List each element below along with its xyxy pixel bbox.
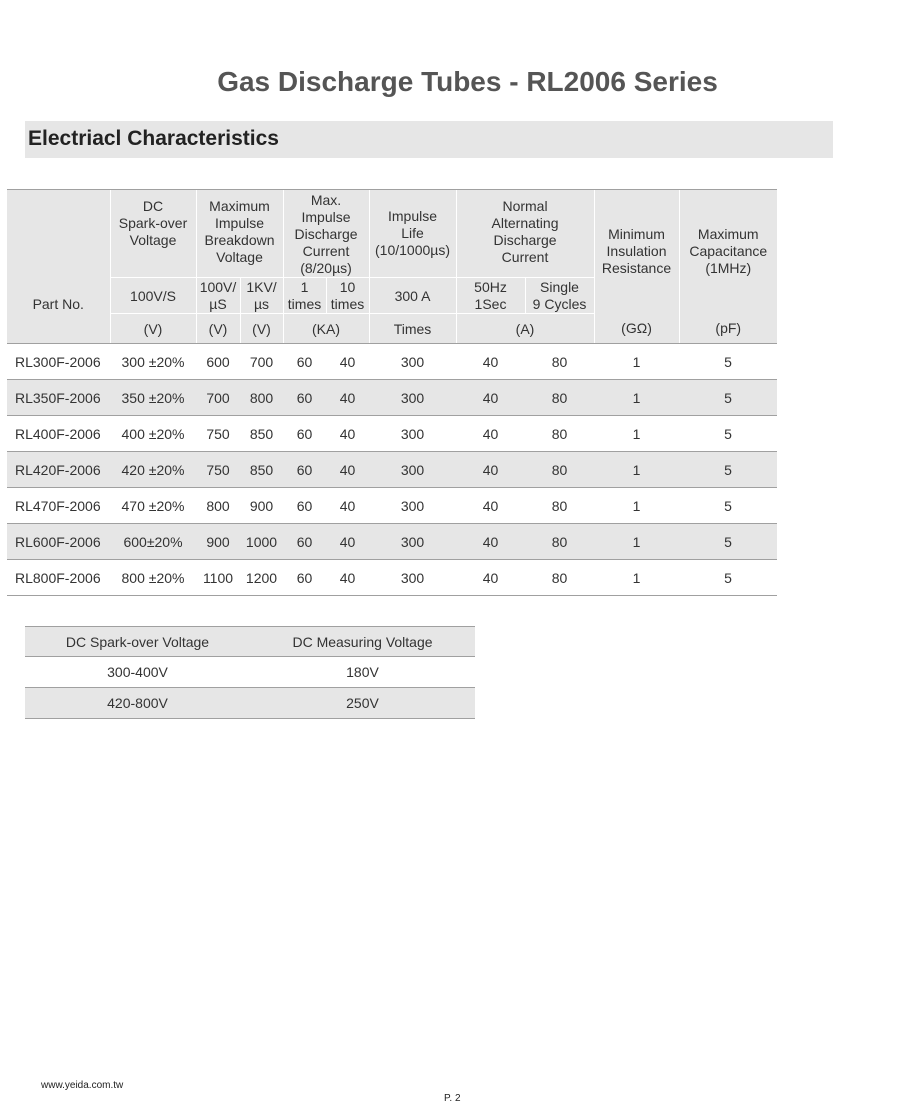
cell-ac-50hz: 40 <box>456 452 525 488</box>
characteristics-table <box>7 189 777 596</box>
cell-ac-single: 80 <box>525 560 594 596</box>
unit-ib-100v: (V) <box>196 314 240 344</box>
cell-spark-range: 300-400V <box>25 657 250 688</box>
cell-ib-100v: 900 <box>196 524 240 560</box>
cell-ac-single: 80 <box>525 488 594 524</box>
table-row <box>7 560 777 596</box>
cell-discharge-1: 60 <box>283 344 326 380</box>
subheader-50hz: 50Hz 1Sec <box>456 278 525 314</box>
header-impulse-breakdown: Maximum Impulse Breakdown Voltage <box>196 190 283 278</box>
cell-ib-1kv: 1000 <box>240 524 283 560</box>
cell-insulation: 1 <box>594 560 679 596</box>
cell-discharge-10: 40 <box>326 416 369 452</box>
cell-capacitance: 5 <box>679 524 777 560</box>
header-impulse-life: Impulse Life (10/1000µs) <box>369 190 456 278</box>
unit-part-blank <box>7 314 110 344</box>
cell-discharge-10: 40 <box>326 488 369 524</box>
cell-insulation: 1 <box>594 524 679 560</box>
cell-discharge-1: 60 <box>283 524 326 560</box>
cell-spark-range: 420-800V <box>25 688 250 719</box>
unit-ac: (A) <box>456 314 594 344</box>
cell-ac-50hz: 40 <box>456 524 525 560</box>
section-title: Electriacl Characteristics <box>28 127 279 150</box>
cell-life: 300 <box>369 560 456 596</box>
cell-dc: 400 ±20% <box>110 416 196 452</box>
header-dc-measuring-voltage: DC Measuring Voltage <box>250 627 475 657</box>
unit-capacitance: (pF) <box>679 314 777 344</box>
subheader-100v-us: 100V/ µS <box>196 278 240 314</box>
cell-insulation: 1 <box>594 416 679 452</box>
cell-discharge-10: 40 <box>326 380 369 416</box>
subheader-1kv-us: 1KV/ µs <box>240 278 283 314</box>
cell-discharge-1: 60 <box>283 488 326 524</box>
table-row <box>7 524 777 560</box>
table-row <box>7 452 777 488</box>
cell-discharge-10: 40 <box>326 524 369 560</box>
cell-ib-100v: 750 <box>196 416 240 452</box>
cell-measuring-voltage: 180V <box>250 657 475 688</box>
subheader-1-times: 1 times <box>283 278 326 314</box>
cell-ac-single: 80 <box>525 380 594 416</box>
cell-insulation: 1 <box>594 380 679 416</box>
header-alternating-current: Normal Alternating Discharge Current <box>456 190 594 278</box>
cell-dc: 420 ±20% <box>110 452 196 488</box>
cell-insulation: 1 <box>594 344 679 380</box>
cell-ib-1kv: 700 <box>240 344 283 380</box>
cell-capacitance: 5 <box>679 344 777 380</box>
cell-capacitance: 5 <box>679 560 777 596</box>
table-row <box>25 657 475 688</box>
table-row <box>7 416 777 452</box>
subheader-300a: 300 A <box>369 278 456 314</box>
header-insulation-resistance: Minimum Insulation Resistance <box>594 190 679 314</box>
page-title: Gas Discharge Tubes - RL2006 Series <box>217 66 718 97</box>
cell-life: 300 <box>369 524 456 560</box>
section-header <box>25 121 833 158</box>
header-part-no: Part No. <box>7 190 110 314</box>
cell-discharge-1: 60 <box>283 380 326 416</box>
cell-capacitance: 5 <box>679 488 777 524</box>
cell-discharge-10: 40 <box>326 452 369 488</box>
header-dc-spark-over-voltage: DC Spark-over Voltage <box>25 627 250 657</box>
table-row <box>7 344 777 380</box>
cell-ib-1kv: 800 <box>240 380 283 416</box>
cell-ac-50hz: 40 <box>456 488 525 524</box>
cell-ib-100v: 1100 <box>196 560 240 596</box>
header-discharge-current: Max. Impulse Discharge Current (8/20µs) <box>283 190 369 278</box>
cell-ac-50hz: 40 <box>456 560 525 596</box>
cell-dc: 300 ±20% <box>110 344 196 380</box>
cell-measuring-voltage: 250V <box>250 688 475 719</box>
subheader-dc-rate: 100V/S <box>110 278 196 314</box>
measuring-voltage-table <box>25 626 475 719</box>
table-row <box>25 688 475 719</box>
cell-part-no: RL400F-2006 <box>7 416 110 452</box>
footer-website-link[interactable]: www.yeida.com.tw <box>41 1080 124 1091</box>
table-row <box>7 488 777 524</box>
cell-dc: 350 ±20% <box>110 380 196 416</box>
cell-part-no: RL300F-2006 <box>7 344 110 380</box>
cell-part-no: RL420F-2006 <box>7 452 110 488</box>
cell-ib-1kv: 850 <box>240 416 283 452</box>
cell-part-no: RL470F-2006 <box>7 488 110 524</box>
cell-part-no: RL350F-2006 <box>7 380 110 416</box>
cell-dc: 800 ±20% <box>110 560 196 596</box>
unit-dc: (V) <box>110 314 196 344</box>
cell-discharge-10: 40 <box>326 560 369 596</box>
unit-life: Times <box>369 314 456 344</box>
cell-ac-50hz: 40 <box>456 380 525 416</box>
cell-life: 300 <box>369 452 456 488</box>
cell-ib-100v: 600 <box>196 344 240 380</box>
cell-ac-single: 80 <box>525 524 594 560</box>
cell-part-no: RL600F-2006 <box>7 524 110 560</box>
cell-dc: 470 ±20% <box>110 488 196 524</box>
cell-capacitance: 5 <box>679 452 777 488</box>
cell-ac-single: 80 <box>525 452 594 488</box>
subheader-single-cycles: Single 9 Cycles <box>525 278 594 314</box>
cell-discharge-1: 60 <box>283 452 326 488</box>
cell-insulation: 1 <box>594 488 679 524</box>
cell-life: 300 <box>369 380 456 416</box>
cell-ib-1kv: 850 <box>240 452 283 488</box>
cell-life: 300 <box>369 344 456 380</box>
cell-ib-100v: 750 <box>196 452 240 488</box>
unit-discharge: (KA) <box>283 314 369 344</box>
cell-capacitance: 5 <box>679 416 777 452</box>
cell-ac-50hz: 40 <box>456 344 525 380</box>
unit-ib-1kv: (V) <box>240 314 283 344</box>
table-row <box>7 380 777 416</box>
header-capacitance: Maximum Capacitance (1MHz) <box>679 190 777 314</box>
cell-dc: 600±20% <box>110 524 196 560</box>
cell-ib-1kv: 900 <box>240 488 283 524</box>
cell-ac-single: 80 <box>525 344 594 380</box>
cell-discharge-1: 60 <box>283 560 326 596</box>
cell-ac-single: 80 <box>525 416 594 452</box>
cell-part-no: RL800F-2006 <box>7 560 110 596</box>
cell-discharge-10: 40 <box>326 344 369 380</box>
cell-life: 300 <box>369 488 456 524</box>
header-dc-spark-over: DC Spark-over Voltage <box>110 190 196 278</box>
unit-insulation: (GΩ) <box>594 314 679 344</box>
cell-ib-100v: 700 <box>196 380 240 416</box>
cell-discharge-1: 60 <box>283 416 326 452</box>
page-number: P. 2 <box>444 1093 461 1104</box>
cell-ib-1kv: 1200 <box>240 560 283 596</box>
subheader-10-times: 10 times <box>326 278 369 314</box>
cell-insulation: 1 <box>594 452 679 488</box>
cell-ib-100v: 800 <box>196 488 240 524</box>
cell-life: 300 <box>369 416 456 452</box>
cell-ac-50hz: 40 <box>456 416 525 452</box>
cell-capacitance: 5 <box>679 380 777 416</box>
